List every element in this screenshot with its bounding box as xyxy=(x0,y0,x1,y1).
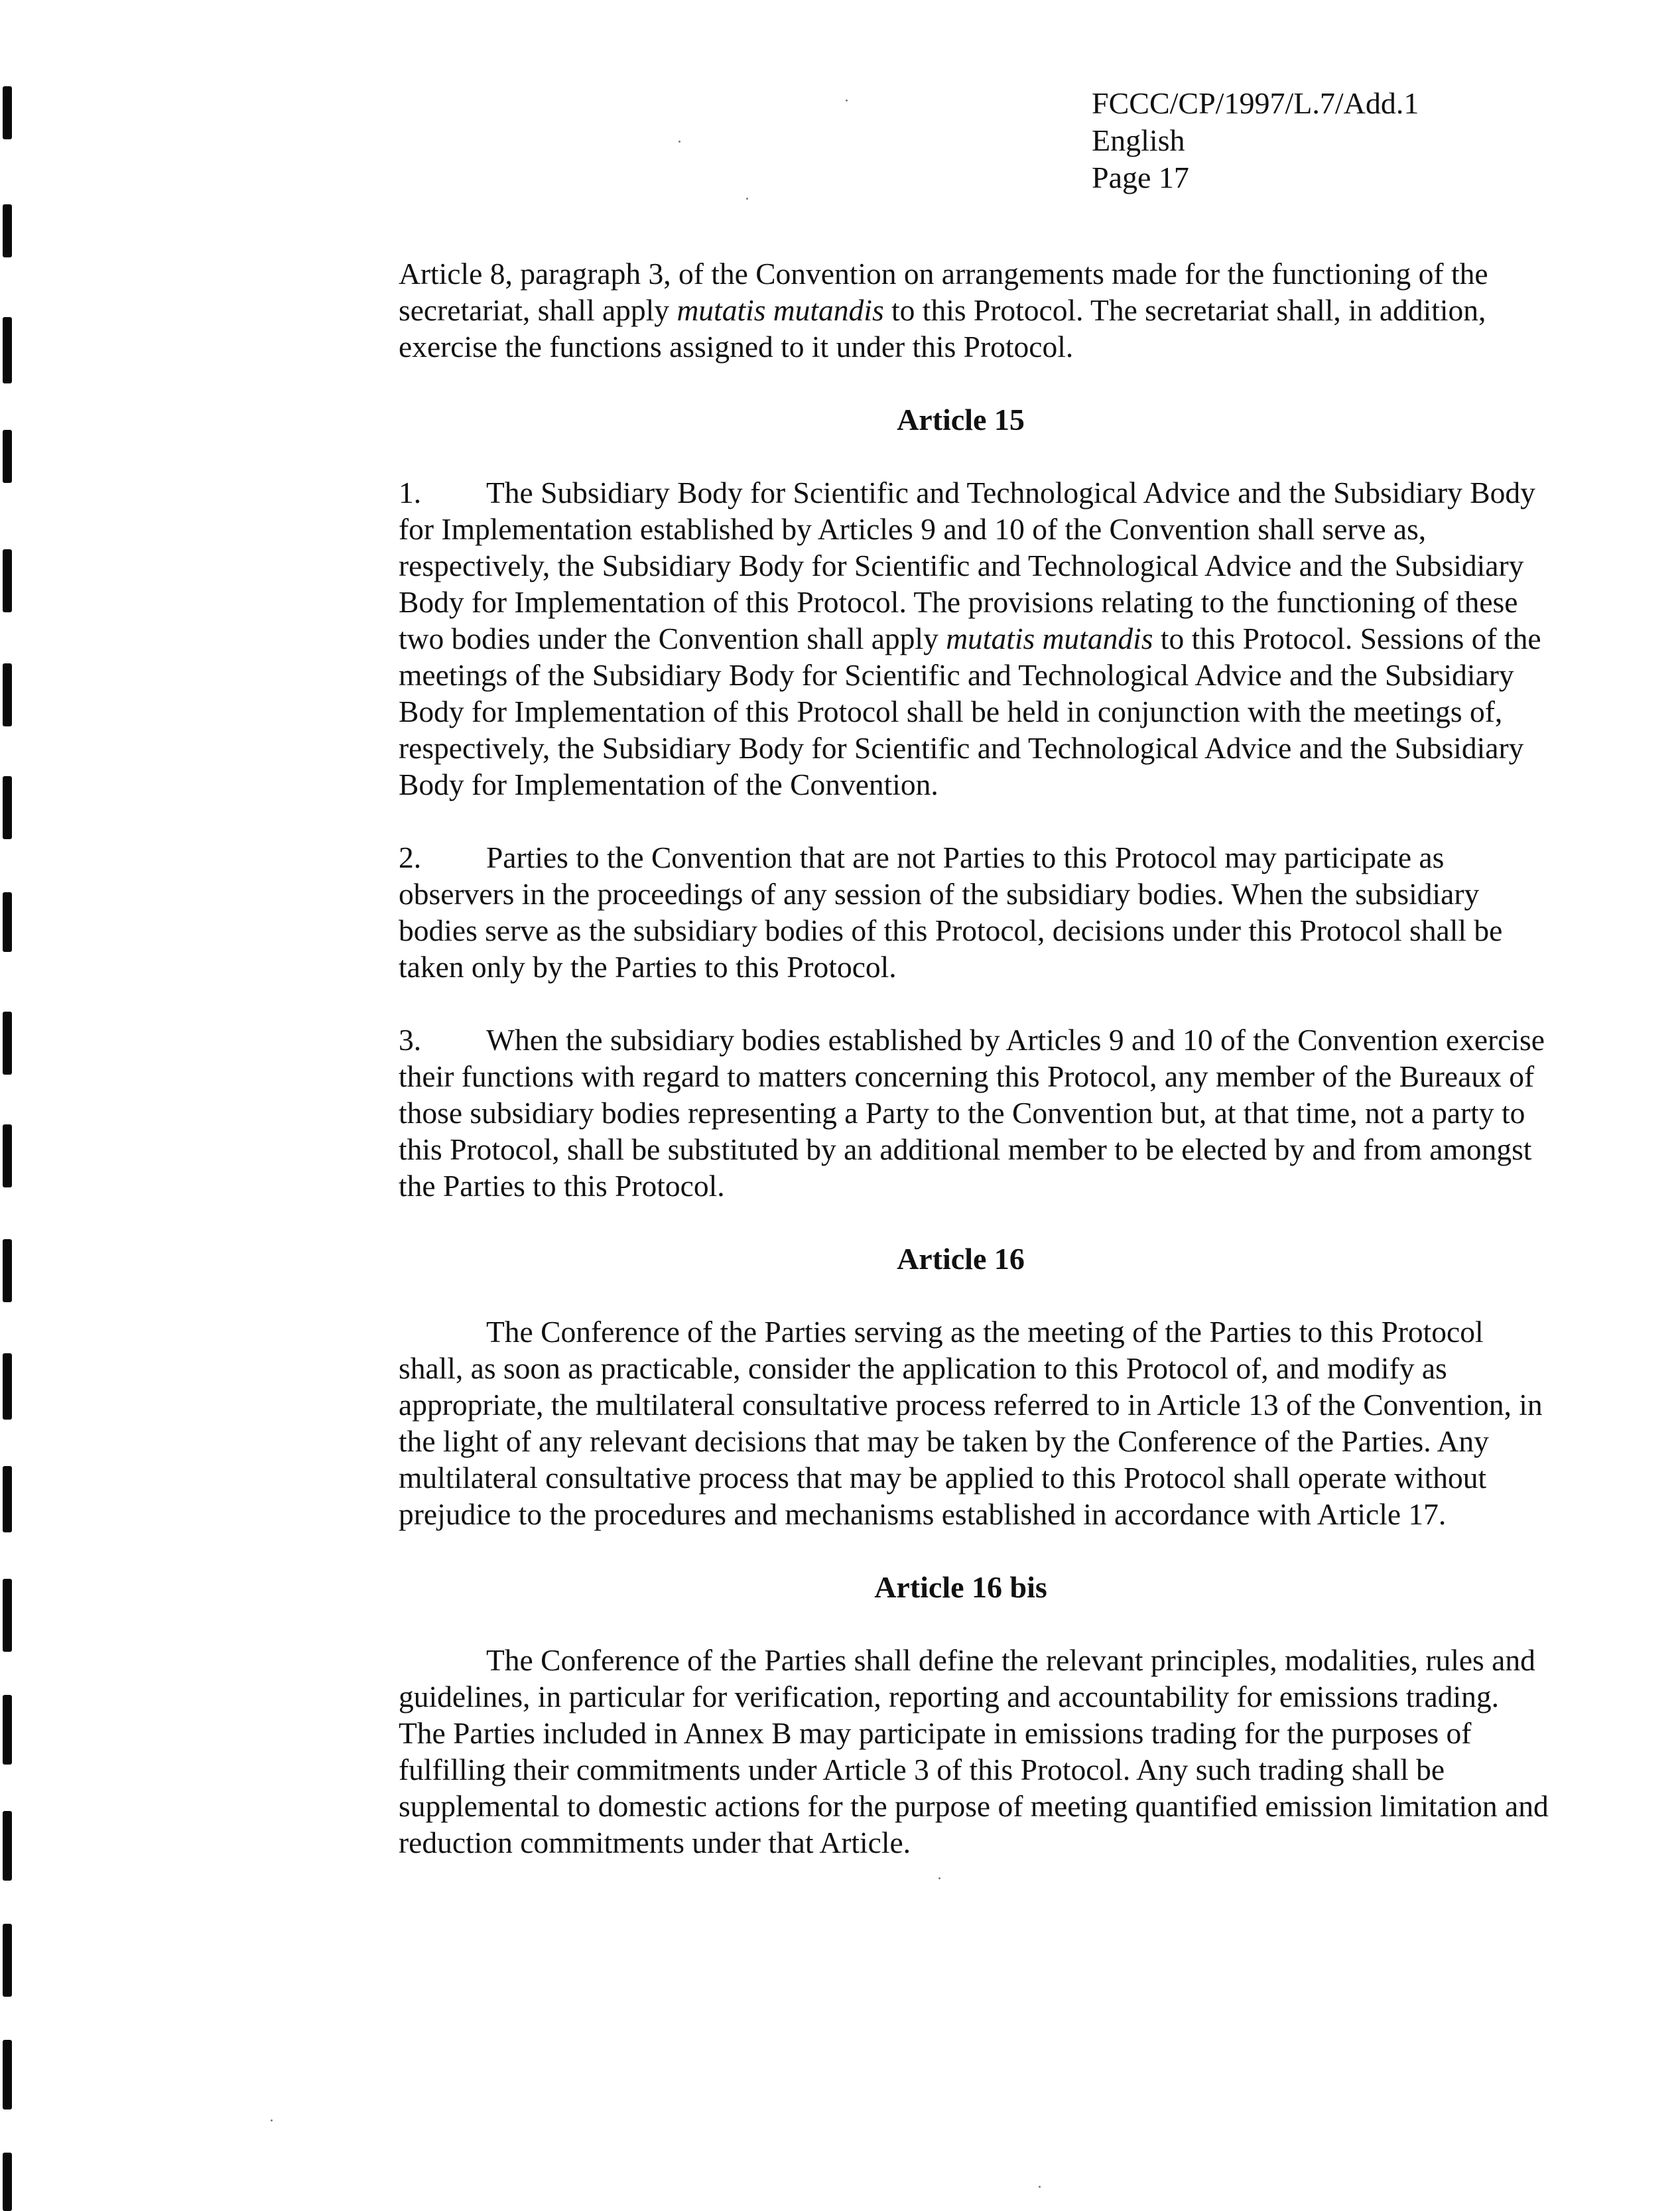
binder-mark xyxy=(3,430,12,483)
article-16-paragraph xyxy=(399,1313,1549,1532)
binder-mark xyxy=(3,86,12,139)
article-15-paragraph-1 xyxy=(399,474,1549,803)
paragraph-text-continued: to this Protocol. Sessions of the meetings of the Subsidiary Body for Scientific and Technological Advice and the Subsidiary Body for Implementation of this Protocol shall be held in conjunction with the meetings of, respectively, the Subsidiary Body for Scientific and Technological Advice and the Subsidiary Body for Implementation of the Convention. xyxy=(399,622,1541,801)
binder-mark xyxy=(3,549,12,612)
paragraph-text: The Subsidiary Body for Scientific and Technological Advice and the Subsidiary Body for Implementation established by Articles 9 and 10 of the Convention shall serve as, respectively, the Subsidiary Body for Scientific and Technological Advice and the Subsidiary Body for Implementation of this Protocol. The provisions relating to the functioning of these two bodies under the Convention shall apply xyxy=(399,476,1535,655)
document-body xyxy=(399,255,1549,1897)
binder-mark xyxy=(3,204,12,257)
binder-mark xyxy=(3,2040,12,2110)
paragraph-text: The Conference of the Parties shall define the relevant principles, modalities, rules and guidelines, in particular for verification, reporting and accountability for emissions trading. The Parties included in Annex B may participate in emissions trading for the purposes of fulfilling their commitments under Article 3 of this Protocol. Any such trading shall be supplemental to domestic actions for the purpose of meeting quantified emission limitation and reduction commitments under that Article. xyxy=(399,1643,1549,1859)
intro-text: Article 8, paragraph 3, of the Convention on arrangements made for the functioning of the secretariat, shall apply xyxy=(399,257,1488,327)
binder-mark xyxy=(3,776,12,839)
article-16-bis-paragraph xyxy=(399,1642,1549,1861)
binder-mark xyxy=(3,1012,12,1075)
binder-mark xyxy=(3,1924,12,1997)
article-16-bis-heading: Article 16 bis xyxy=(874,1570,1047,1604)
binder-mark xyxy=(3,1579,12,1652)
binder-mark xyxy=(3,2153,12,2211)
scan-speck xyxy=(678,141,680,143)
paragraph-italic-text: mutatis mutandis xyxy=(946,622,1153,655)
binder-mark xyxy=(3,1811,12,1881)
paragraph-number: 3. xyxy=(399,1023,422,1057)
paragraph-number: 1. xyxy=(399,476,422,509)
binder-mark xyxy=(3,1124,12,1187)
intro-paragraph xyxy=(399,255,1549,365)
article-15-heading: Article 15 xyxy=(897,403,1025,436)
binder-mark xyxy=(3,1239,12,1302)
binder-mark xyxy=(3,1353,12,1420)
article-16-heading: Article 16 xyxy=(897,1242,1025,1276)
document-language: English xyxy=(1092,123,1185,157)
binder-mark xyxy=(3,892,12,952)
scan-speck xyxy=(746,198,748,200)
paragraph-text: Parties to the Convention that are not Parties to this Protocol may participate as observers in the proceedings of any session of the subsidiary bodies. When the subsidiary bodies serve as the subsidiary bodies of this Protocol, decisions under this Protocol shall be taken only by the Parties to this Protocol. xyxy=(399,840,1503,984)
binder-mark xyxy=(3,1466,12,1532)
binder-mark xyxy=(3,1695,12,1765)
article-15-paragraph-2 xyxy=(399,839,1549,985)
binder-mark xyxy=(3,663,12,726)
document-symbol: FCCC/CP/1997/L.7/Add.1 xyxy=(1092,86,1419,120)
intro-italic-text: mutatis mutandis xyxy=(677,293,884,327)
paragraph-number: 2. xyxy=(399,840,422,874)
scan-speck xyxy=(1039,2186,1041,2188)
paragraph-text: When the subsidiary bodies established by Articles 9 and 10 of the Convention exercise their functions with regard to matters concerning this Protocol, any member of the Bureaux of those subsidiary bodies representing a Party to the Convention but, at that time, not a party to this Protocol, shall be substituted by an additional member to be elected by and from amongst the Parties to this Protocol. xyxy=(399,1023,1545,1203)
document-header xyxy=(1092,85,1419,196)
page-number: Page 17 xyxy=(1092,161,1189,194)
paragraph-text: The Conference of the Parties serving as the meeting of the Parties to this Protocol shall, as soon as practicable, consider the application to this Protocol of, and modify as appropriate, the multilateral consultative process referred to in Article 13 of the Convention, in the light of any relevant decisions that may be taken by the Conference of the Parties. Any multilateral consultative process that may be applied to this Protocol shall operate without prejudice to the procedures and mechanisms established in accordance with Article 17. xyxy=(399,1315,1543,1531)
intro-text-continued: to this Protocol. The secretariat shall, in addition, exercise the functions assigned to it under this Protocol. xyxy=(399,293,1486,364)
scan-speck xyxy=(271,2119,273,2121)
article-15-paragraph-3 xyxy=(399,1022,1549,1204)
scan-speck xyxy=(846,100,848,101)
binder-mark xyxy=(3,317,12,383)
